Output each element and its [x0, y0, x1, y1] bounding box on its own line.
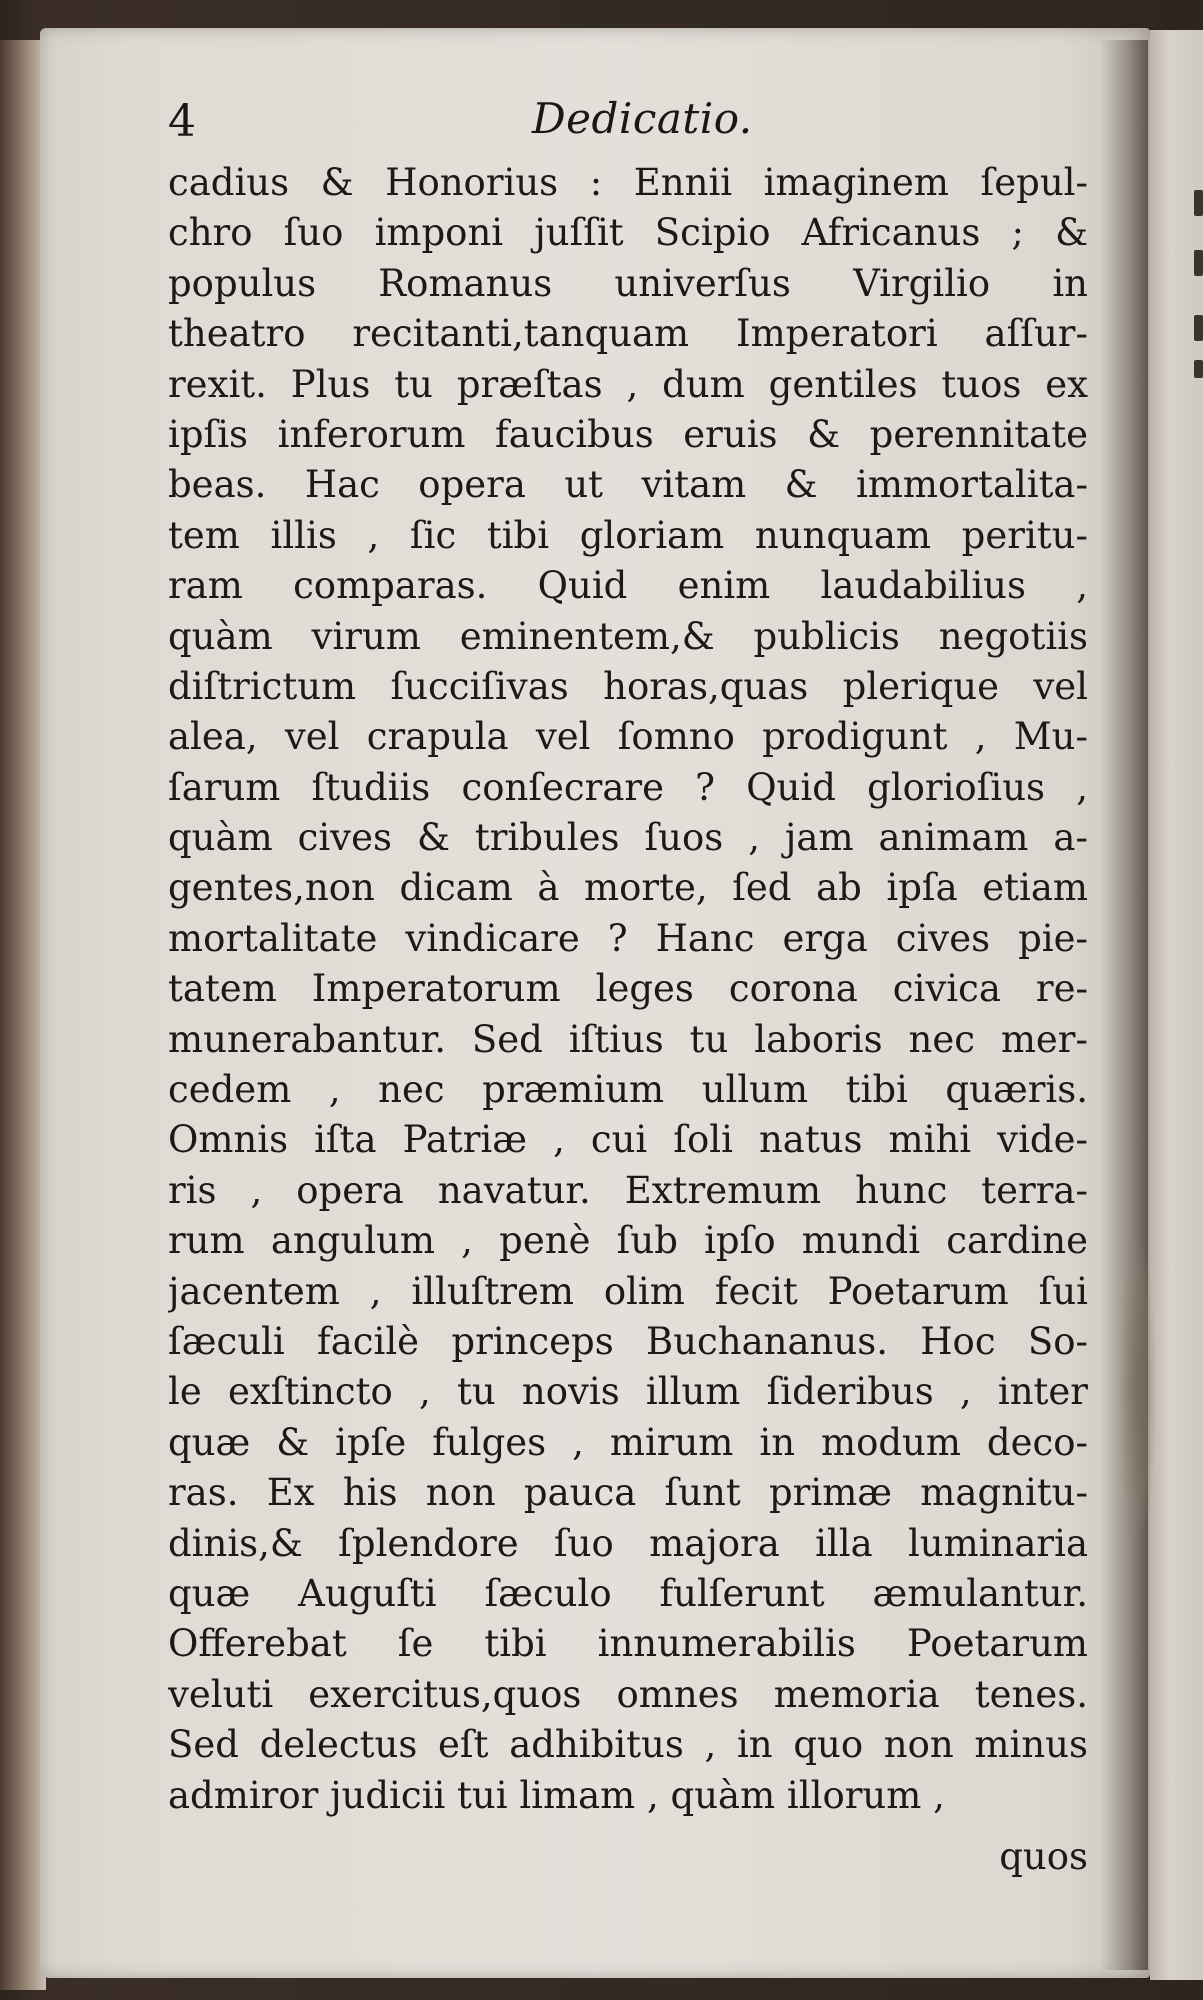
- text-line: ram comparas. Quid enim laudabilius ,: [168, 564, 1088, 608]
- text-line: jacentem , illuſtrem olim fecit Poetarum ſui: [168, 1269, 1088, 1313]
- gutter-shadow: [1100, 40, 1148, 1970]
- paper-stain: [1118, 1240, 1156, 1540]
- text-line: dinis,& ſplendore ſuo majora illa luminaria: [168, 1521, 1088, 1565]
- text-line: quæ & ipſe fulges , mirum in modum deco-: [168, 1420, 1088, 1464]
- text-line: rexit. Plus tu præſtas , dum gentiles tuos ex: [168, 362, 1088, 406]
- text-line: admiror judicii tui limam , quàm illorum ,: [168, 1773, 945, 1817]
- text-line: mortalitate vindicare ? Hanc erga cives pie-: [168, 916, 1088, 960]
- text-line: Omnis iſta Patriæ , cui ſoli natus mihi vide-: [168, 1118, 1088, 1162]
- text-line: veluti exercitus,quos omnes memoria tenes.: [168, 1672, 1088, 1716]
- text-line: tem illis , ſic tibi gloriam nunquam peritu-: [168, 513, 1088, 557]
- running-title: Dedicatio.: [532, 94, 753, 143]
- text-line: quàm cives & tribules ſuos , jam animam a-: [168, 816, 1088, 860]
- text-line: beas. Hac opera ut vitam & immortalita-: [168, 463, 1088, 507]
- text-line: ſæculi facilè princeps Buchananus. Hoc So-: [168, 1319, 1088, 1363]
- text-line: theatro recitanti,tanquam Imperatori aſſur-: [168, 312, 1088, 356]
- text-line: Offerebat ſe tibi innumerabilis Poetarum: [168, 1622, 1088, 1666]
- text-line: gentes,non dicam à morte, ſed ab ipſa etiam: [168, 866, 1088, 910]
- text-line: populus Romanus univerſus Virgilio in: [168, 261, 1088, 305]
- page-header: [168, 92, 1088, 152]
- text-line: chro ſuo imponi juſſit Scipio Africanus ; &: [168, 211, 1088, 255]
- text-line: ipſis inferorum faucibus eruis & perennitate: [168, 412, 1088, 456]
- body-text: [168, 158, 1088, 1821]
- page-number: 4: [168, 96, 196, 147]
- text-line: cedem , nec præmium ullum tibi quæris.: [168, 1068, 1088, 1112]
- text-line: tatem Imperatorum leges corona civica re-: [168, 967, 1088, 1011]
- text-line: quæ Auguſti ſæculo fulſerunt æmulantur.: [168, 1571, 1088, 1615]
- adjacent-page-ink-fragment: [1194, 360, 1203, 378]
- text-line: ras. Ex his non pauca ſunt primæ magnitu-: [168, 1471, 1088, 1515]
- text-line: rum angulum , penè ſub ipſo mundi cardine: [168, 1219, 1088, 1263]
- text-line: ſarum ſtudiis conſecrare ? Quid glorioſius ,: [168, 765, 1088, 809]
- text-line: ris , opera navatur. Extremum hunc terra-: [168, 1168, 1088, 1212]
- text-line: alea, vel crapula vel ſomno prodigunt , Mu-: [168, 715, 1088, 759]
- text-line: cadius & Honorius : Ennii imaginem ſepul-: [168, 161, 1088, 204]
- adjacent-page-ink-fragment: [1194, 190, 1203, 216]
- text-line: munerabantur. Sed iſtius tu laboris nec mer-: [168, 1017, 1088, 1061]
- text-line: Sed delectus eſt adhibitus , in quo non minus: [168, 1723, 1088, 1767]
- adjacent-page-ink-fragment: [1194, 315, 1203, 341]
- text-line: diſtrictum ſucciſivas horas,quas plerique vel: [168, 664, 1088, 708]
- adjacent-page-edge: [1150, 30, 1203, 1980]
- catchword: quos: [999, 1835, 1088, 1878]
- adjacent-page-ink-fragment: [1194, 250, 1203, 276]
- text-line: quàm virum eminentem,& publicis negotiis: [168, 614, 1088, 658]
- text-line: le exſtincto , tu novis illum ſideribus , inter: [168, 1370, 1088, 1414]
